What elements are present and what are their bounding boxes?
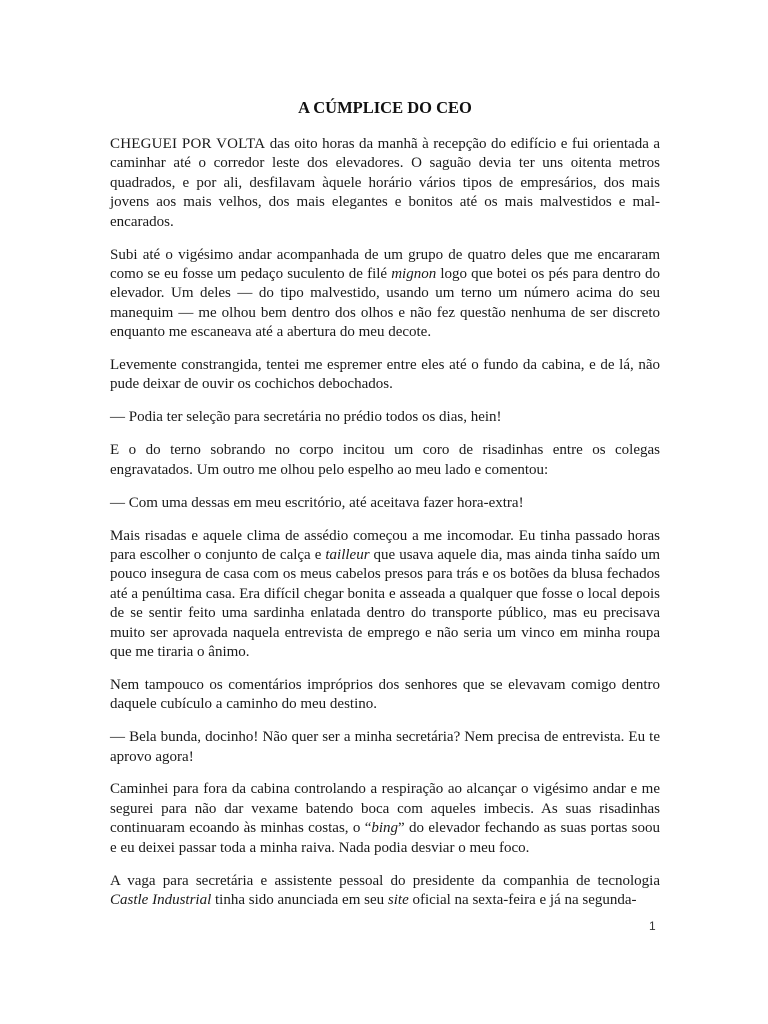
text-run: Levemente constrangida, tentei me espremer entre eles até o fundo da cabina, e de lá, não pude deixar de ouvir os cochichos debochados. (110, 357, 660, 393)
paragraph (110, 527, 660, 663)
text-run: das oito horas da manhã à recepção do edifício e fui orientada a caminhar até o corredor leste dos elevadores. O saguão devia ter uns oitenta metros quadrados, e por ali, desfilavam àquele horário vários tipos de empresários, dos mais jovens aos mais velhos, dos mais elegantes e bonitos até os mais malvestidos e mal-encarados. (110, 136, 660, 230)
text-run: A vaga para secretária e assistente pessoal do presidente da companhia de tecnologia (110, 872, 660, 889)
text-run: Mais risadas e aquele clima de assédio começou a me incomodar. Eu tinha passado horas para escolher o conjunto de calça e (110, 527, 660, 563)
paragraph (110, 494, 660, 513)
text-run: — Podia ter seleção para secretária no prédio todos os dias, hein! (110, 409, 502, 426)
italic-text: bing (371, 820, 399, 837)
document-title: A CÚMPLICE DO CEO (298, 98, 472, 117)
paragraph (110, 728, 660, 767)
page-number: 1 (649, 919, 656, 933)
document-body (110, 97, 660, 924)
paragraph (110, 408, 660, 427)
text-run: — Bela bunda, docinho! Não quer ser a minha secretária? Nem precisa de entrevista. Eu te aprovo agora! (110, 729, 660, 765)
text-run: tinha sido anunciada em seu (211, 892, 388, 908)
paragraph (110, 441, 660, 480)
paragraph (110, 356, 660, 395)
italic-text: site (387, 892, 409, 908)
text-run: Caminhei para fora da cabina controlando a respiração ao alcançar o vigésimo andar e me segurei para não dar vexame batendo boca com aqueles imbecis. As suas risadinhas continuaram ecoando às minhas costas, o “ (110, 781, 660, 837)
text-run: oficial na sexta-feira e já na segunda- (408, 892, 637, 908)
text-run: Subi até o vigésimo andar acompanhada de um grupo de quatro deles que me encararam como se eu fosse um pedaço suculento de filé (110, 246, 660, 282)
text-run: Nem tampouco os comentários impróprios dos senhores que se elevavam comigo dentro daquele cubículo a caminho do meu destino. (110, 676, 660, 713)
text-run: que usava aquele dia, mas ainda tinha saído um pouco insegura de casa com os meus cabelos presos para trás e os botões da blusa fechados até a penúltima casa. Era difícil chegar bonita e asseada a qualquer que fosse o local depois de se sentir feito uma sardinha enlatada dentro do transporte público, mas eu precisava muito ser aprovada naquela entrevista de emprego e não seria um vinco em minha roupa que me tiraria o ânimo. (110, 546, 661, 660)
paragraph (110, 135, 660, 232)
text-run: — Com uma dessas em meu escritório, até aceitava fazer hora-extra! (110, 494, 524, 511)
text-run: E o do terno sobrando no corpo incitou um coro de risadinhas entre os colegas engravatados. Um outro me olhou pelo espelho ao meu lado e comentou: (110, 442, 660, 478)
paragraph (110, 780, 660, 858)
paragraph (110, 676, 660, 715)
italic-text: tailleur (325, 546, 370, 563)
paragraph (110, 246, 660, 343)
opening-words: CHEGUEI POR VOLTA (110, 136, 266, 152)
paragraph (110, 872, 660, 911)
italic-text: Castle Industrial (110, 892, 212, 908)
italic-text: mignon (391, 265, 437, 282)
text-run: logo que botei os pés para dentro do elevador. Um deles — do tipo malvestido, usando um terno um número acima do seu manequim — me olhou bem dentro dos olhos e não fez questão nenhuma de ser discreto enquanto me escaneava até a abertura do meu decote. (110, 265, 660, 341)
text-run: ” do elevador fechando as suas portas soou e eu deixei passar toda a minha raiva. Nada podia desviar o meu foco. (110, 820, 660, 856)
paragraph-list (110, 135, 660, 910)
